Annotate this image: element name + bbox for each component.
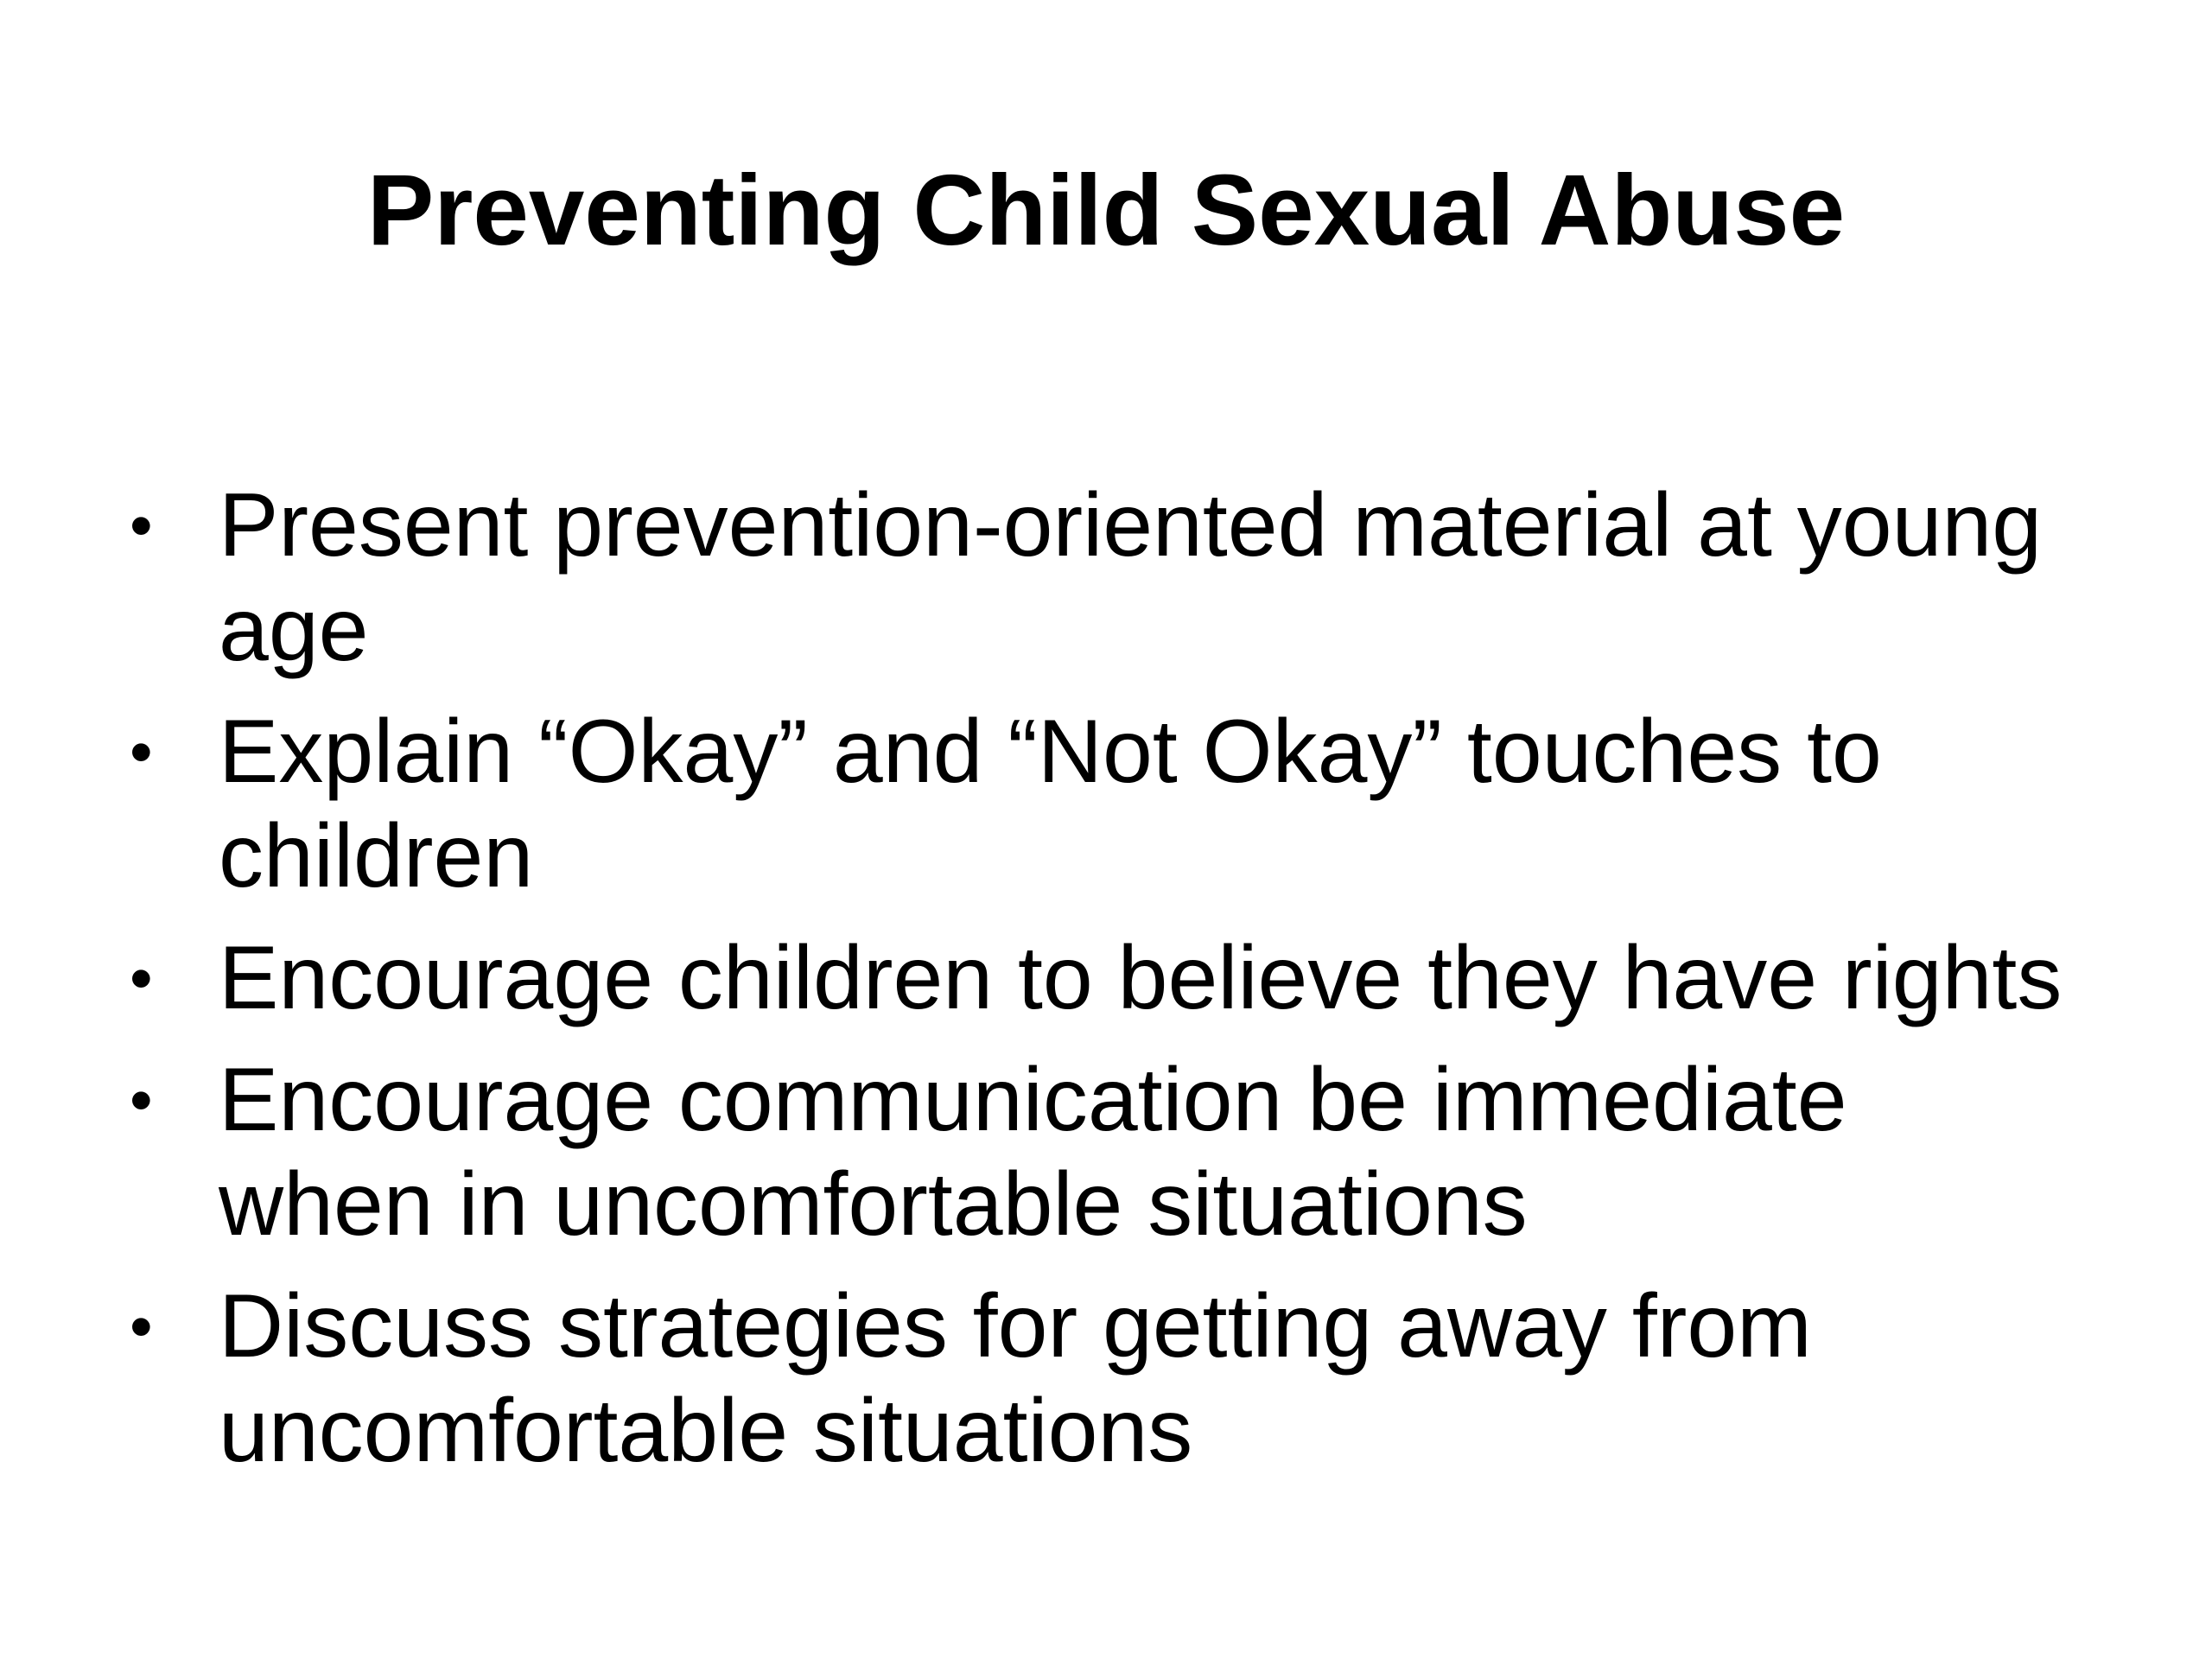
slide-title: Preventing Child Sexual Abuse: [366, 154, 1846, 266]
bullet-dot-icon: •: [130, 1290, 153, 1363]
bullet-item: [130, 926, 2082, 1031]
bullet-item: [130, 1048, 2082, 1257]
bullet-item: [130, 700, 2082, 909]
bullet-text: Discuss strategies for getting away from uncomfortable situations: [219, 1276, 1812, 1481]
bullet-text: Present prevention-oriented material at young age: [219, 475, 2043, 680]
bullet-text: Encourage children to believe they have rights: [219, 928, 2063, 1028]
bullet-list: [130, 474, 2082, 1501]
bullet-item: [130, 474, 2082, 683]
bullet-dot-icon: •: [130, 715, 153, 789]
bullet-dot-icon: •: [130, 1064, 153, 1137]
bullet-dot-icon: •: [130, 489, 153, 563]
bullet-item: [130, 1274, 2082, 1484]
bullet-dot-icon: •: [130, 942, 153, 1015]
bullet-text: Encourage communication be immediate when in uncomfortable situations: [219, 1050, 1847, 1255]
bullet-text: Explain “Okay” and “Not Okay” touches to children: [219, 702, 1882, 906]
